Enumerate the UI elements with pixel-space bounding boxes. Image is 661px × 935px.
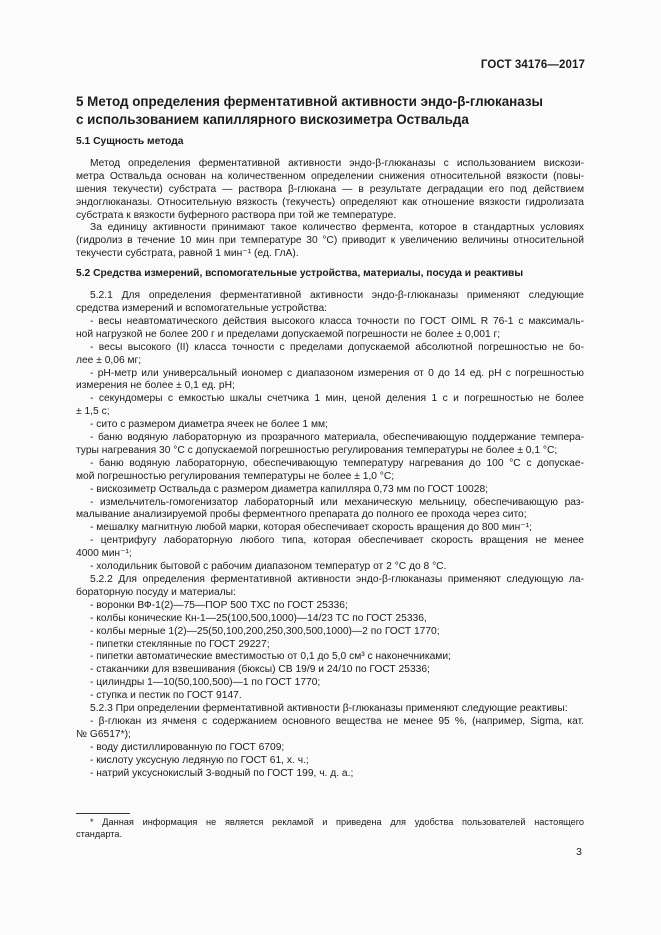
list-item-line: - холодильник бытовой с рабочим диапазоном температур от 2 °C до 8 °C. [90,561,447,573]
list-item-line: - колбы конические Кн-1—25(100,500,1000)—14/23 ТС по ГОСТ 25336, [90,612,427,624]
text-line: метра Оствальда основан на количественном определении снижения относительной вязкости (повы- [76,170,584,182]
list-item-line: 4000 мин⁻¹; [76,548,132,560]
list-item-line: - вискозиметр Оствальда с размером диаметра капилляра 0,73 мм по ГОСТ 10028; [90,483,489,495]
document-body [76,136,584,781]
footnote [76,816,584,840]
text-line: (гидролиз в течение 10 мин при температуре 30 °C) приводит к увеличению величины относительной [76,235,584,247]
text-line: 5.2.1 Для определения ферментативной активности эндо-β-глюканазы применяют следующие [90,290,584,302]
list-item-line: мой погрешностью регулирования температуры не более ± 1,0 °C; [76,470,395,482]
footnote-line: * Данная информация не является рекламой и приведена для удобства пользователей настоящего [90,817,584,827]
list-item-line: малывание анализируемой пробы ферментного препарата до полного ее прохода через сито; [76,509,527,521]
document-id: ГОСТ 34176—2017 [480,59,585,71]
list-item-line: - измельчитель-гомогенизатор лабораторный или механическую мельницу, обеспечивающую раз- [90,496,584,508]
text-line: шения текучести) субстрата — раствора β-глюкана — в результате деградации его под действием [76,183,584,195]
list-item-line: туры нагревания 30 °C с допускаемой погрешностью регулирования температуры не более ± 0,1 °C; [76,444,558,456]
list-item-line: - баню водяную лабораторную из прозрачного материала, обеспечивающую поддержание темпера- [90,432,584,444]
list-reagents [76,716,584,781]
list-item-line: - β-глюкан из ячменя с содержанием основного вещества не менее 95 %, (например, Sigma, кат. [90,715,584,727]
list-item-line: - весы высокого (II) класса точности с пределами допускаемой абсолютной погрешностью не бо- [90,341,584,353]
list-item-line: - ступка и пестик по ГОСТ 9147. [90,690,242,702]
text-line: За единицу активности принимают такое количество фермента, которое в стандартных условиях [90,222,584,234]
list-item-line: - натрий уксуснокислый 3-водный по ГОСТ 199, ч. д. а.; [90,767,354,779]
list-item-line: измерения не более ± 0,1 ед. pH; [76,380,235,392]
list-item-line: - воронки ВФ-1(2)—75—ПОР 500 ТХС по ГОСТ 25336; [90,599,348,611]
list-item-line: - мешалку магнитную любой марки, которая обеспечивает скорость вращения до 800 мин⁻¹; [90,522,532,534]
paragraph-5-2-3 [76,703,584,716]
text-line: 5.2.3 При определении ферментативной активности β-глюканазы применяют следующие реактивы: [90,703,568,715]
page-number: 3 [576,846,582,858]
text-line: субстрата к вязкости буферного раствора при той же температуре. [76,209,397,221]
list-item-line: - цилиндры 1—10(50,100,500)—1 по ГОСТ 1770; [90,677,321,689]
section-title [76,93,596,128]
text-line: бораторную посуду и материалы: [76,586,236,598]
list-item-line: - pH-метр или универсальный иономер с диапазоном измерения от 0 до 14 ед. pH с погрешностью [90,367,584,379]
list-item-line: - кислоту уксусную ледяную по ГОСТ 61, х. ч.; [90,754,309,766]
list-item-line: - весы неавтоматического действия высокого класса точности по ГОСТ OIML R 76-1 с максималь- [90,315,584,327]
list-item-line: ной нагрузкой не более 200 г и пределами допускаемой погрешности не более ± 0,001 г; [76,328,501,340]
section-title-line: с использованием капиллярного вискозиметра Оствальда [76,111,469,127]
list-item-line: - пипетки стеклянные по ГОСТ 29227; [90,638,270,650]
list-labware [76,600,584,703]
paragraph-principle [76,158,584,223]
list-item-line: - сито с размером диаметра ячеек не более 1 мм; [90,419,328,431]
list-item-line: - центрифугу лабораторную любого типа, которая обеспечивает скорость вращения не менее [90,535,584,547]
list-item-line: - баню водяную лабораторную, обеспечивающую температуру нагревания до 100 °C с допускае- [90,457,584,469]
paragraph-5-2-2 [76,574,584,600]
list-item-line: - секундомеры с емкостью шкалы счетчика 1 мин, ценой деления 1 с и погрешностью не более [90,393,584,405]
list-item-line: № G6517*); [76,728,131,740]
section-title-line: 5 Метод определения ферментативной активности эндо-β-глюканазы [76,94,543,109]
text-line: 5.2.2 Для определения ферментативной активности эндо-β-глюканазы применяют следующую ла- [90,574,584,585]
list-instruments [76,316,584,574]
text-line: средства измерений и вспомогательные устройства: [76,302,328,314]
list-item-line: ± 1,5 с; [76,406,110,418]
text-line: Метод определения ферментативной активности эндо-β-глюканазы с использованием вискози- [90,157,584,169]
subsection-heading-5-2: 5.2 Средства измерений, вспомогательные устройства, материалы, посуда и реактивы [76,268,524,280]
paragraph-unit-definition [76,222,584,261]
list-item-line: - пипетки автоматические вместимостью от 0,1 до 5,0 см³ с наконечниками; [90,651,451,663]
list-item-line: - стаканчики для взвешивания (бюксы) СВ 19/9 и 24/10 по ГОСТ 25336; [90,664,430,676]
footnote-line: стандарта. [76,829,123,839]
subsection-heading-5-1: 5.1 Сущность метода [76,136,184,147]
text-line: эндоглюканазы. Относительную вязкость (текучесть) определяют как отношение вязкости гидролизата [76,196,584,208]
list-item-line: - воду дистиллированную по ГОСТ 6709; [90,741,285,753]
paragraph-5-2-1 [76,290,584,316]
list-item-line: лее ± 0,06 мг; [76,354,142,366]
text-line: текучести субстрата, равной 1 мин⁻¹ (ед. ГлА). [76,248,299,260]
footnote-separator [76,813,130,814]
list-item-line: - колбы мерные 1(2)—25(50,100,200,250,300,500,1000)—2 по ГОСТ 1770; [90,625,440,637]
